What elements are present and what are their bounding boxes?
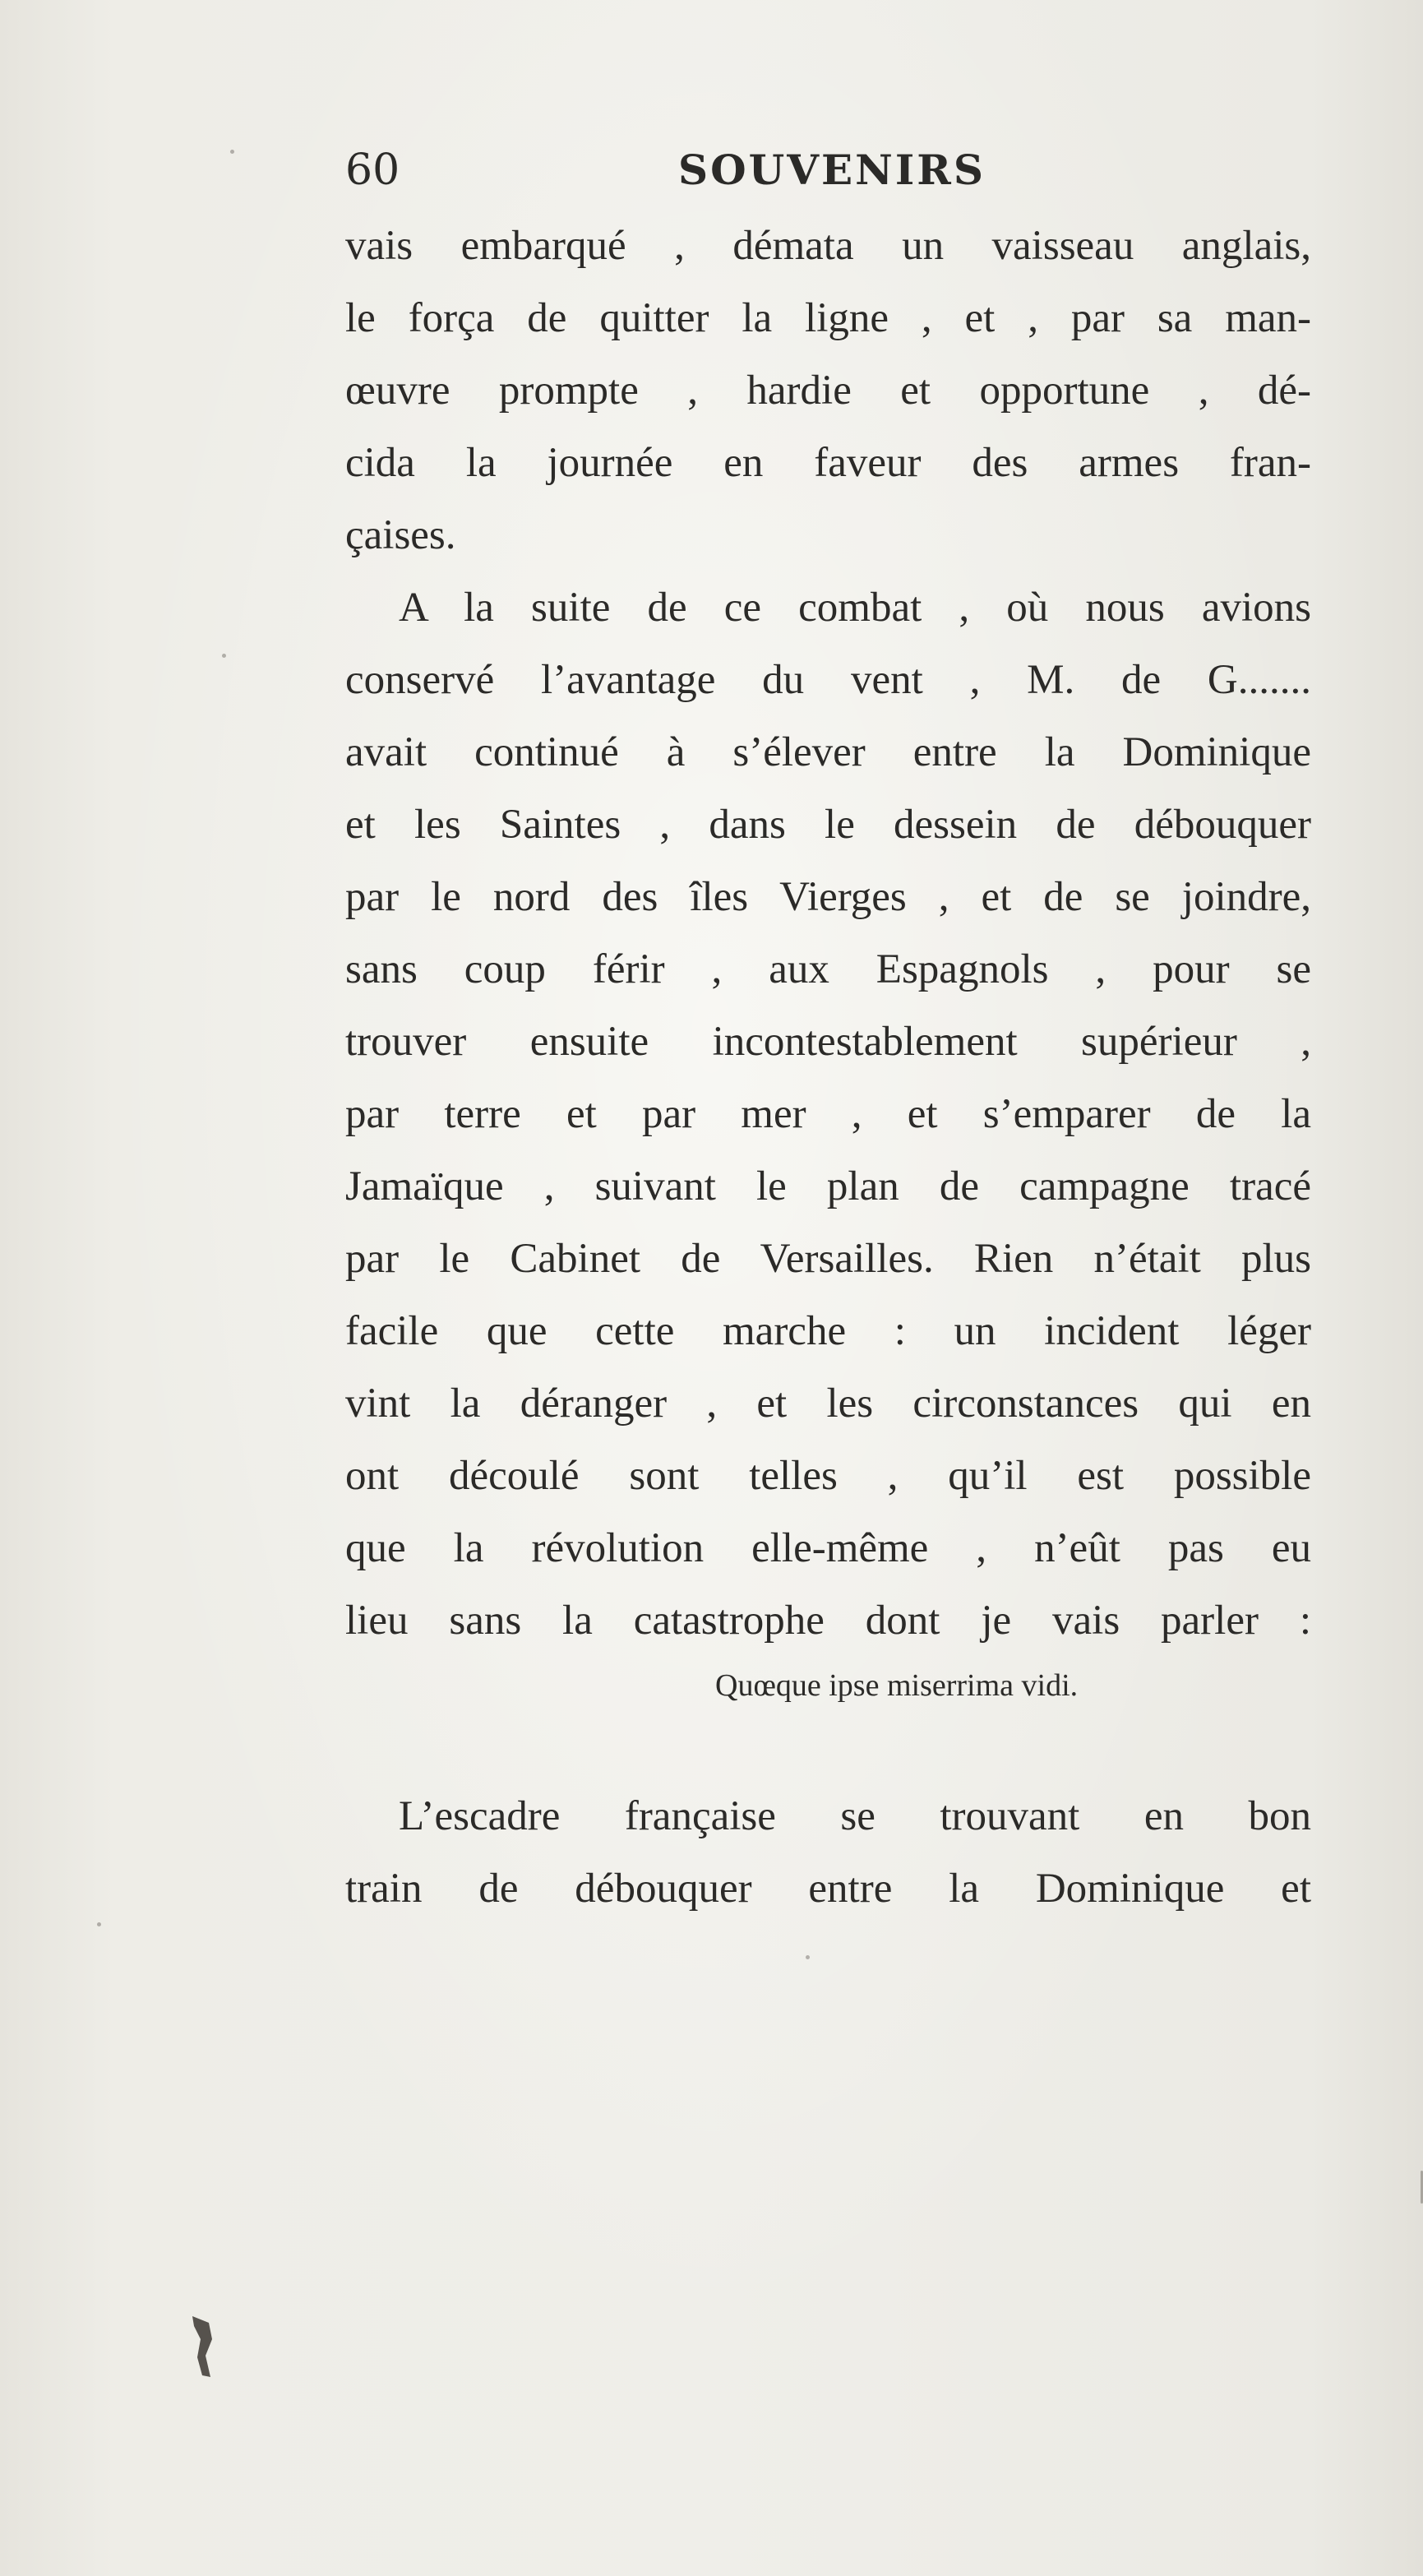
text-line: A la suite de ce combat , où nous avions	[399, 585, 1311, 631]
paper-speck	[230, 150, 234, 154]
text-line: trouver ensuite incontestablement supérieur ,	[345, 1019, 1311, 1065]
text-line: et les Saintes , dans le dessein de débouquer	[345, 802, 1311, 848]
running-title: SOUVENIRS	[678, 146, 986, 194]
text-line: conservé l’avantage du vent , M. de G.......	[345, 657, 1311, 703]
text-line: lieu sans la catastrophe dont je vais parler :	[345, 1598, 1311, 1644]
text-line: avait continué à s’élever entre la Dominique	[345, 729, 1311, 775]
text-line: cida la journée en faveur des armes fran-	[345, 440, 1311, 486]
text-line: çaises.	[345, 512, 456, 558]
text-line: ont découlé sont telles , qu’il est possible	[345, 1453, 1311, 1499]
page-header	[345, 141, 1311, 199]
body-text	[345, 210, 1311, 1657]
text-line: L’escadre française se trouvant en bon	[399, 1793, 1311, 1839]
paper-speck	[806, 1955, 810, 1959]
text-line: par le nord des îles Vierges , et de se joindre,	[345, 874, 1311, 920]
text-line: œuvre prompte , hardie et opportune , dé-	[345, 368, 1311, 414]
text-line: le força de quitter la ligne , et , par sa man-	[345, 295, 1311, 341]
paper-speck	[97, 1922, 101, 1926]
body-text-continued	[345, 1780, 1311, 1925]
text-line: vais embarqué , dématа un vaisseau anglais,	[345, 223, 1311, 269]
text-line: Jamaïque , suivant le plan de campagne tracé	[345, 1163, 1311, 1209]
text-line: par terre et par mer , et s’emparer de la	[345, 1091, 1311, 1137]
page-number: 60	[345, 146, 400, 195]
text-line: vint la déranger , et les circonstances qui en	[345, 1380, 1311, 1427]
text-line: que la révolution elle-même , n’eût pas eu	[345, 1525, 1311, 1571]
ink-smudge	[191, 2315, 214, 2379]
paper-speck	[222, 654, 226, 658]
text-line: train de débouquer entre la Dominique et	[345, 1866, 1311, 1912]
text-line: par le Cabinet de Versailles. Rien n’était plus	[345, 1236, 1311, 1282]
text-line: sans coup férir , aux Espagnols , pour se	[345, 946, 1311, 992]
text-line: facile que cette marche : un incident léger	[345, 1308, 1311, 1354]
latin-quotation: Quœque ipse miserrima vidi.	[715, 1668, 1079, 1703]
